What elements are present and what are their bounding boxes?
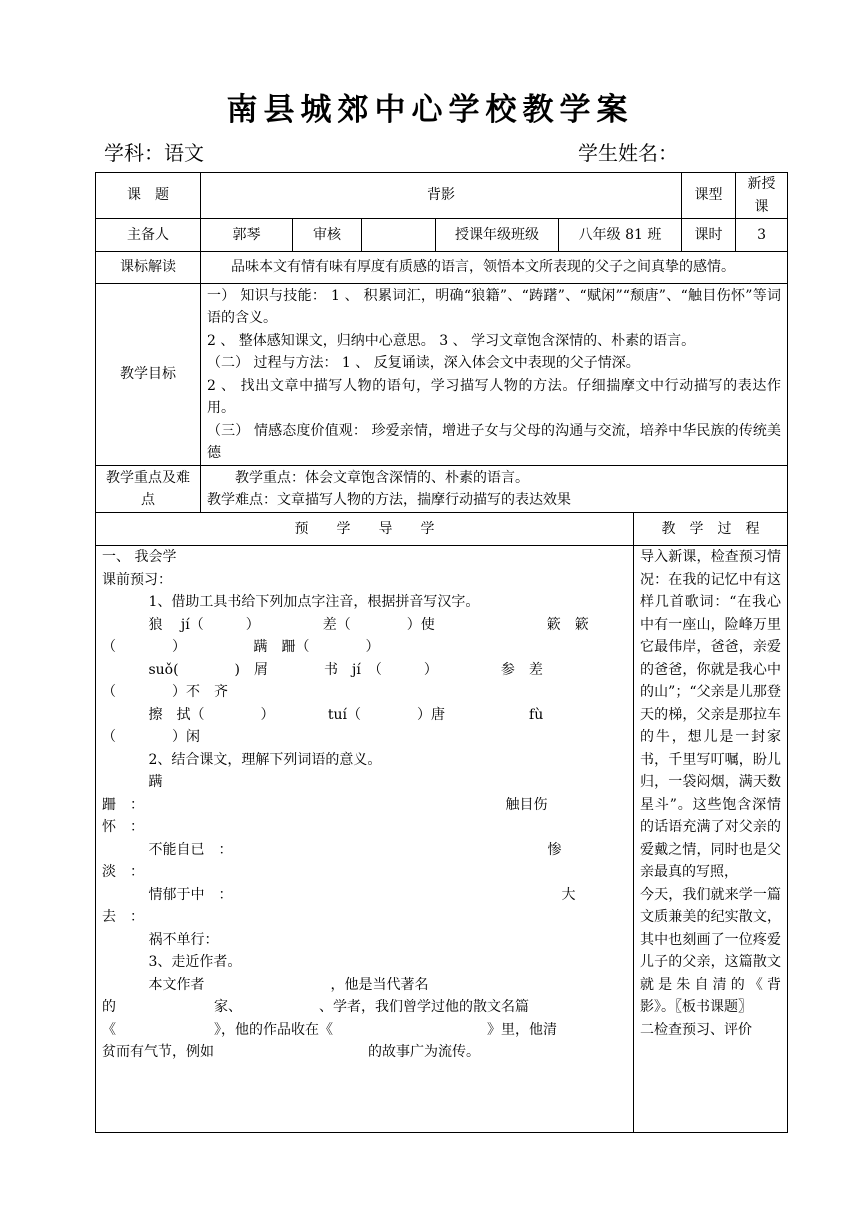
hours-label: 课时: [682, 219, 736, 252]
pre-line: 2、结合课文，理解下列词语的意义。: [102, 751, 382, 768]
author-value: 郭琴: [201, 219, 293, 252]
process-content: [634, 546, 788, 1133]
pre-line: 怀 ：: [102, 819, 144, 835]
pre-line: 祸不单行：: [102, 931, 219, 948]
pre-line: 擦 拭（ ） tuí（ ）唐 fù: [102, 706, 544, 723]
hours-value: 3: [736, 219, 788, 252]
pre-line: 贫而有气节，例如 的故事广为流传。: [102, 1044, 480, 1060]
process-intro: 导入新课，检查预习情况：在我的记忆中有这样几首歌词：“在我心中有一座山，险峰万里它最伟岸，爸爸，亲爱的爸爸，你就是我心中的山”；“父亲是儿那登天的梯，父亲是那拉车的牛，想儿是一封家书，千里写叮嘱，盼儿归，一袋闷烟，满天数星斗”。这些饱含深情的话语充满了对父亲的爱戴之情，同时也是父亲最真的写照，: [640, 549, 782, 880]
pre-line: 狼 jí（ ） 差（ ）使 簌 簌: [102, 616, 589, 633]
pre-line: 蹒: [102, 774, 163, 790]
process-check: 二检查预习、评价: [640, 1021, 752, 1038]
goal-line: 2 、 整体感知课文，归纳中心意思。 3 、 学习文章饱含深情的、朴素的语言。: [207, 332, 696, 349]
review-value: [362, 219, 436, 252]
pre-line: 去 ：: [102, 909, 144, 925]
lesson-type-value: 新授课: [736, 173, 788, 219]
grade-value: 八年级 81 班: [559, 219, 682, 252]
key-points-label: 教学重点及难点: [96, 466, 201, 513]
pre-line: （ ）闲: [102, 729, 200, 745]
difficult-point: 教学难点：文章描写人物的方法，揣摩行动描写的表达效果: [207, 492, 571, 508]
topic-label: 课 题: [96, 173, 201, 219]
pre-line: 情郁于中 ： 大: [102, 886, 576, 903]
review-label: 审核: [293, 219, 362, 252]
lesson-type-label: 课型: [682, 173, 736, 219]
pre-line: （ ）不 齐: [102, 684, 228, 700]
pre-line: 不能自已 ： 惨: [102, 841, 562, 858]
goals-label: 教学目标: [96, 284, 201, 466]
goal-line: （三） 情感态度价值观： 珍爱亲情，增进子女与父母的沟通与交流，培养中华民族的传统美德: [207, 422, 782, 461]
goal-line: 2 、 找出文章中描写人物的语句，学习描写人物的方法。仔细揣摩文中行动描写的表达作用。: [207, 377, 782, 416]
pre-line: 跚 ： 触目伤: [102, 796, 548, 813]
lesson-plan-table: [95, 172, 788, 1133]
standard-value: 品味本文有情有味有厚度有质感的语言，领悟本文所表现的父子之间真挚的感情。: [201, 252, 788, 284]
pre-line: 淡 ：: [102, 864, 144, 880]
pre-study-header: 预 学 导 学: [96, 513, 634, 546]
pre-line: 1、借助工具书给下列加点字注音，根据拼音写汉字。: [102, 594, 480, 610]
pre-line: 的 家、 、学者，我们曾学过他的散文名篇: [102, 999, 529, 1015]
pre-line: suǒ( ) 屑 书 jí （ ） 参 差: [102, 661, 543, 678]
grade-label: 授课年级班级: [436, 219, 559, 252]
pre-line: 一、 我会学: [102, 549, 177, 565]
pre-line: 《 》，他的作品收在《 》里，他清: [102, 1021, 557, 1038]
standard-label: 课标解读: [96, 252, 201, 284]
author-label: 主备人: [96, 219, 201, 252]
pre-line: 本文作者 ，他是当代著名: [102, 976, 429, 993]
goal-line: （二） 过程与方法： 1 、 反复诵读，深入体会文中表现的父子情深。: [207, 355, 640, 371]
pre-line: 课前预习：: [102, 571, 172, 588]
goals-content: [201, 284, 788, 466]
pre-line: （ ） 蹒 跚（ ）: [102, 639, 380, 655]
page-title: 南县城郊中心学校教学案: [226, 92, 634, 128]
key-points-content: [201, 466, 788, 513]
goal-line: 一） 知识与技能： 1 、 积累词汇，明确“狼籍”、“踌躇”、“赋闲”“颓唐”、“触目伤怀”等词语的含义。: [207, 287, 782, 326]
key-point: 教学重点：体会文章饱含深情的、朴素的语言。: [235, 469, 529, 486]
topic-value: 背影: [201, 173, 682, 219]
subject-label: 学科：语文: [104, 141, 204, 165]
process-header: 教 学 过 程: [634, 513, 788, 546]
process-lesson: 今天，我们就来学一篇文质兼美的纪实散文，其中也刻画了一位疼爱儿子的父亲，这篇散文就是朱自清的《背影》。〖板书课题〗: [640, 886, 782, 1015]
pre-study-content: [96, 546, 634, 1133]
student-name-label: 学生姓名：: [578, 141, 678, 165]
pre-line: 3、走近作者。: [102, 954, 242, 970]
